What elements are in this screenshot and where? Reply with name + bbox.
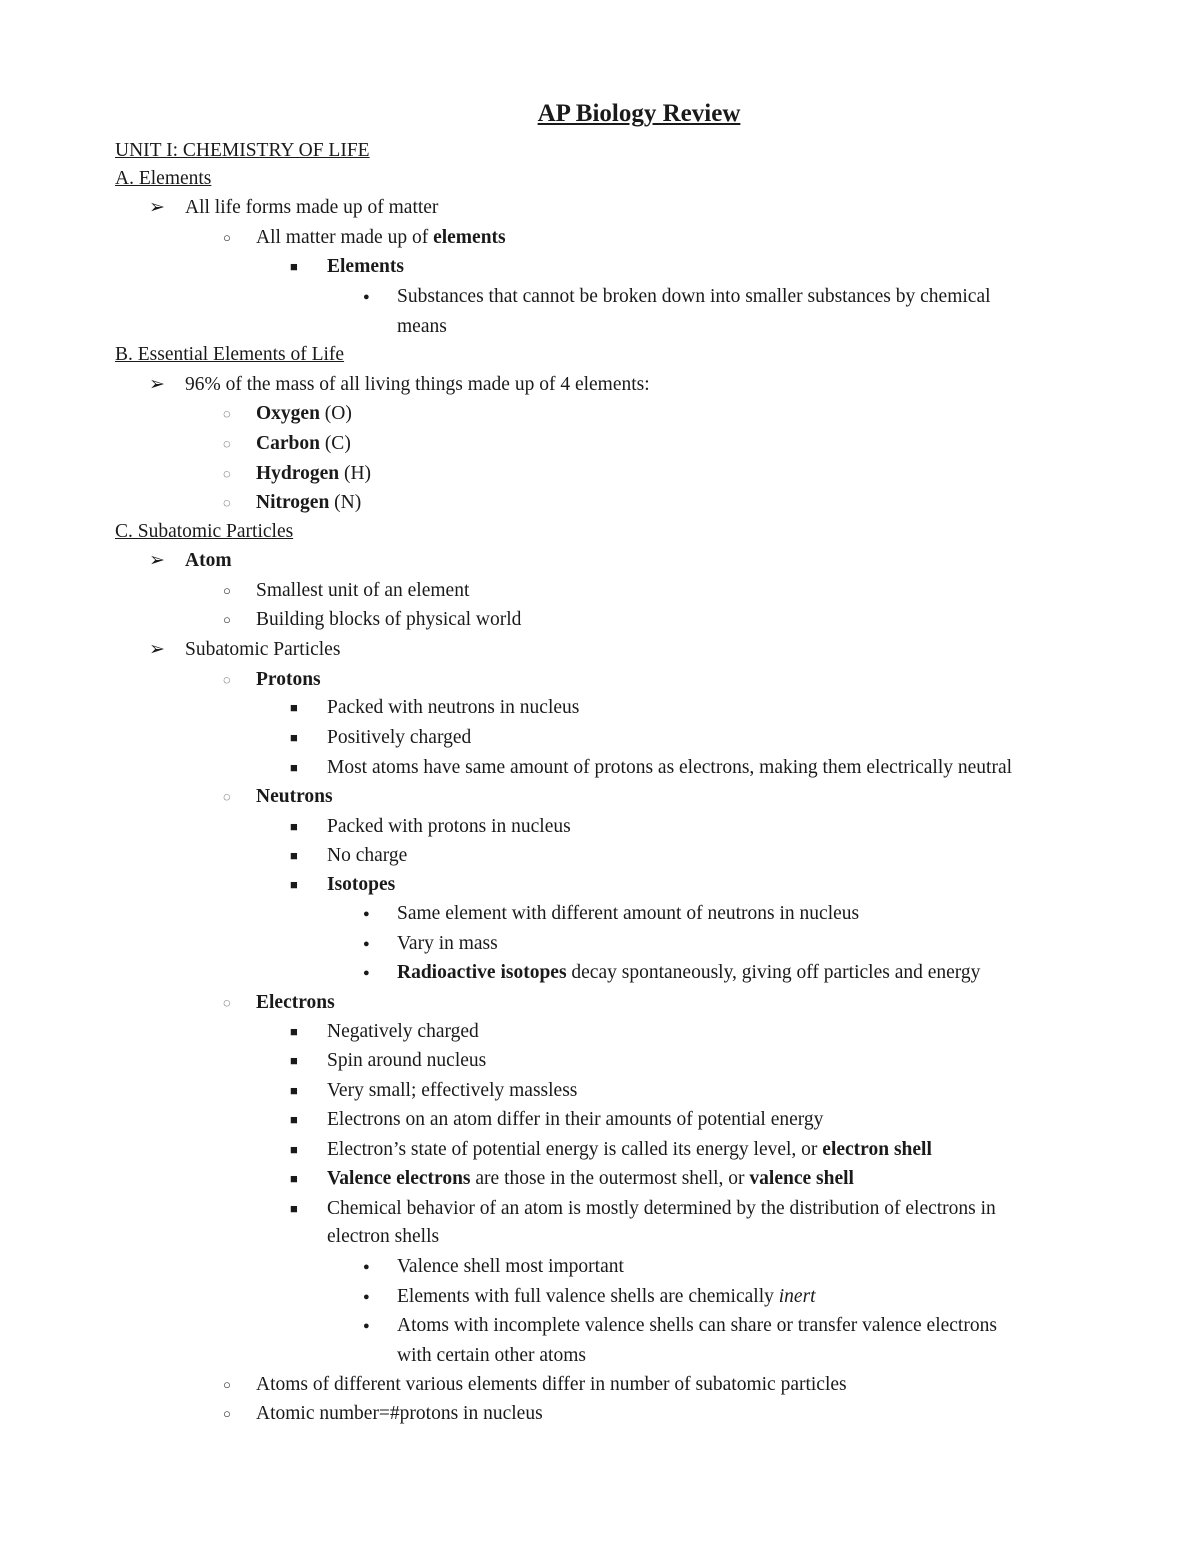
list-item [185, 194, 438, 222]
list-item [256, 430, 351, 458]
list-item [256, 224, 506, 252]
dotted-circle-bullet-icon: ◌ [223, 436, 231, 451]
dotted-circle-bullet-icon: ◌ [223, 406, 231, 421]
square-bullet-icon: ■ [290, 1053, 298, 1068]
dot-bullet-icon: ● [363, 1320, 370, 1332]
list-item-text: No charge [327, 845, 408, 866]
square-bullet-icon: ■ [290, 1112, 298, 1127]
list-item [256, 577, 469, 605]
square-bullet-icon: ■ [290, 1024, 298, 1039]
square-bullet-icon: ■ [290, 700, 298, 715]
dotted-circle-bullet-icon: ◌ [223, 995, 231, 1010]
list-item [327, 871, 395, 899]
dotted-circle-bullet-icon: ◌ [223, 466, 231, 481]
dot-bullet-icon: ● [363, 291, 370, 303]
list-item [327, 1018, 479, 1046]
circle-bullet-icon: ○ [223, 612, 231, 627]
list-item-text: Building blocks of physical world [256, 609, 522, 630]
list-item-text: (O) [319, 403, 352, 424]
list-item [256, 1371, 847, 1399]
list-item-text: Elements with full valence shells are chemically [397, 1286, 779, 1307]
arrow-bullet-icon: ➢ [149, 550, 165, 571]
list-item [327, 842, 407, 870]
list-item-text: Atomic number=#protons in nucleus [256, 1403, 543, 1424]
section-heading: A. Elements [115, 168, 212, 189]
list-item-text: decay spontaneously, giving off particles and energy [566, 962, 981, 983]
list-item-text: Radioactive isotopes [397, 962, 567, 983]
list-item-text: Subatomic Particles [185, 639, 341, 660]
list-item [397, 930, 498, 958]
dot-bullet-icon: ● [363, 967, 370, 979]
list-item-text: Protons [256, 669, 321, 690]
list-item-text: Electron’s state of potential energy is called its energy level, or [327, 1139, 823, 1160]
list-item-text: 96% of the mass of all living things made up of 4 elements: [185, 374, 650, 395]
list-item [185, 371, 650, 399]
list-item [256, 606, 521, 634]
list-item [256, 1400, 543, 1428]
list-item-text: Oxygen [256, 403, 320, 424]
circle-bullet-icon: ○ [223, 1406, 231, 1421]
arrow-bullet-icon: ➢ [149, 197, 165, 218]
square-bullet-icon: ■ [290, 760, 298, 775]
list-item [256, 460, 371, 488]
list-item-text: Packed with protons in nucleus [327, 816, 571, 837]
square-bullet-icon: ■ [290, 1201, 298, 1216]
list-item [256, 783, 333, 811]
list-item [327, 1195, 996, 1223]
dot-bullet-icon: ● [363, 908, 370, 920]
page-title: AP Biology Review [537, 100, 741, 127]
list-item-text: electron shells [327, 1226, 440, 1247]
list-item [397, 1312, 997, 1340]
list-item-text: Nitrogen [256, 492, 330, 513]
dotted-circle-bullet-icon: ◌ [223, 672, 231, 687]
list-item [397, 900, 859, 928]
list-item-text: means [397, 316, 447, 337]
list-item [327, 1136, 932, 1164]
list-item [397, 1253, 624, 1281]
list-item-text: Packed with neutrons in nucleus [327, 697, 580, 718]
dotted-circle-bullet-icon: ◌ [223, 789, 231, 804]
dot-bullet-icon: ● [363, 938, 370, 950]
list-item-text: Atoms with incomplete valence shells can share or transfer valence electrons [397, 1315, 997, 1336]
square-bullet-icon: ■ [290, 1083, 298, 1098]
list-item-text: valence shell [749, 1168, 854, 1189]
list-item [256, 666, 321, 694]
list-item-text: Vary in mass [397, 933, 498, 954]
list-item-text: electron shell [822, 1139, 932, 1160]
list-item-text: All matter made up of [256, 227, 434, 248]
list-item-text: Neutrons [256, 786, 333, 807]
list-item-text: Electrons on an atom differ in their amounts of potential energy [327, 1109, 824, 1130]
list-item-text: Isotopes [327, 874, 396, 895]
list-item-text: Elements [327, 256, 404, 277]
square-bullet-icon: ■ [290, 819, 298, 834]
list-item [185, 547, 232, 575]
unit-heading: UNIT I: CHEMISTRY OF LIFE [115, 140, 370, 161]
circle-bullet-icon: ○ [223, 1377, 231, 1392]
list-item [327, 1106, 823, 1134]
list-item-text: (N) [329, 492, 362, 513]
list-item-text: Very small; effectively massless [327, 1080, 578, 1101]
list-item [327, 754, 1012, 782]
list-item-text: Atoms of different various elements differ in number of subatomic particles [256, 1374, 847, 1395]
list-item-text: Atom [185, 550, 232, 571]
arrow-bullet-icon: ➢ [149, 639, 165, 660]
list-item-text: Valence electrons [327, 1168, 471, 1189]
square-bullet-icon: ■ [290, 877, 298, 892]
dot-bullet-icon: ● [363, 1261, 370, 1273]
list-item-text: Electrons [256, 992, 335, 1013]
list-item [397, 1283, 816, 1311]
list-item [327, 813, 571, 841]
list-item-text: with certain other atoms [397, 1345, 586, 1366]
list-item [327, 694, 579, 722]
arrow-bullet-icon: ➢ [149, 374, 165, 395]
list-item [397, 283, 991, 311]
square-bullet-icon: ■ [290, 1171, 298, 1186]
list-item-text: (H) [339, 463, 372, 484]
square-bullet-icon: ■ [290, 1142, 298, 1157]
list-item-text: inert [778, 1286, 816, 1307]
square-bullet-icon: ■ [290, 259, 298, 274]
list-item [327, 724, 471, 752]
square-bullet-icon: ■ [290, 848, 298, 863]
list-item [256, 400, 352, 428]
list-item-text: Same element with different amount of neutrons in nucleus [397, 903, 860, 924]
list-item-text: are those in the outermost shell, or [470, 1168, 750, 1189]
dotted-circle-bullet-icon: ◌ [223, 495, 231, 510]
list-item-text: Substances that cannot be broken down into smaller substances by chemical [397, 286, 991, 307]
list-item-text: Negatively charged [327, 1021, 479, 1042]
list-item [397, 959, 980, 987]
list-item [256, 489, 361, 517]
list-item [327, 1223, 439, 1251]
list-item-text: Most atoms have same amount of protons as electrons, making them electrically neutral [327, 757, 1013, 778]
circle-bullet-icon: ○ [223, 230, 231, 245]
list-item-text: Carbon [256, 433, 320, 454]
list-item [327, 1047, 486, 1075]
list-item-text: Chemical behavior of an atom is mostly determined by the distribution of electrons in [327, 1198, 996, 1219]
list-item-text: Valence shell most important [397, 1256, 624, 1277]
list-item-text: Positively charged [327, 727, 472, 748]
section-heading: B. Essential Elements of Life [115, 344, 345, 365]
list-item [256, 989, 335, 1017]
list-item [185, 636, 340, 664]
list-item-text: Spin around nucleus [327, 1050, 487, 1071]
list-item-text: (C) [319, 433, 351, 454]
list-item [327, 253, 404, 281]
list-item-text: Smallest unit of an element [256, 580, 470, 601]
square-bullet-icon: ■ [290, 730, 298, 745]
list-item-text: All life forms made up of matter [185, 197, 439, 218]
list-item [397, 313, 447, 341]
list-item [327, 1165, 854, 1193]
list-item-text: Hydrogen [256, 463, 340, 484]
dot-bullet-icon: ● [363, 1291, 370, 1303]
section-heading: C. Subatomic Particles [115, 521, 294, 542]
circle-bullet-icon: ○ [223, 583, 231, 598]
list-item [397, 1342, 586, 1370]
list-item [327, 1077, 577, 1105]
list-item-text: elements [433, 227, 506, 248]
